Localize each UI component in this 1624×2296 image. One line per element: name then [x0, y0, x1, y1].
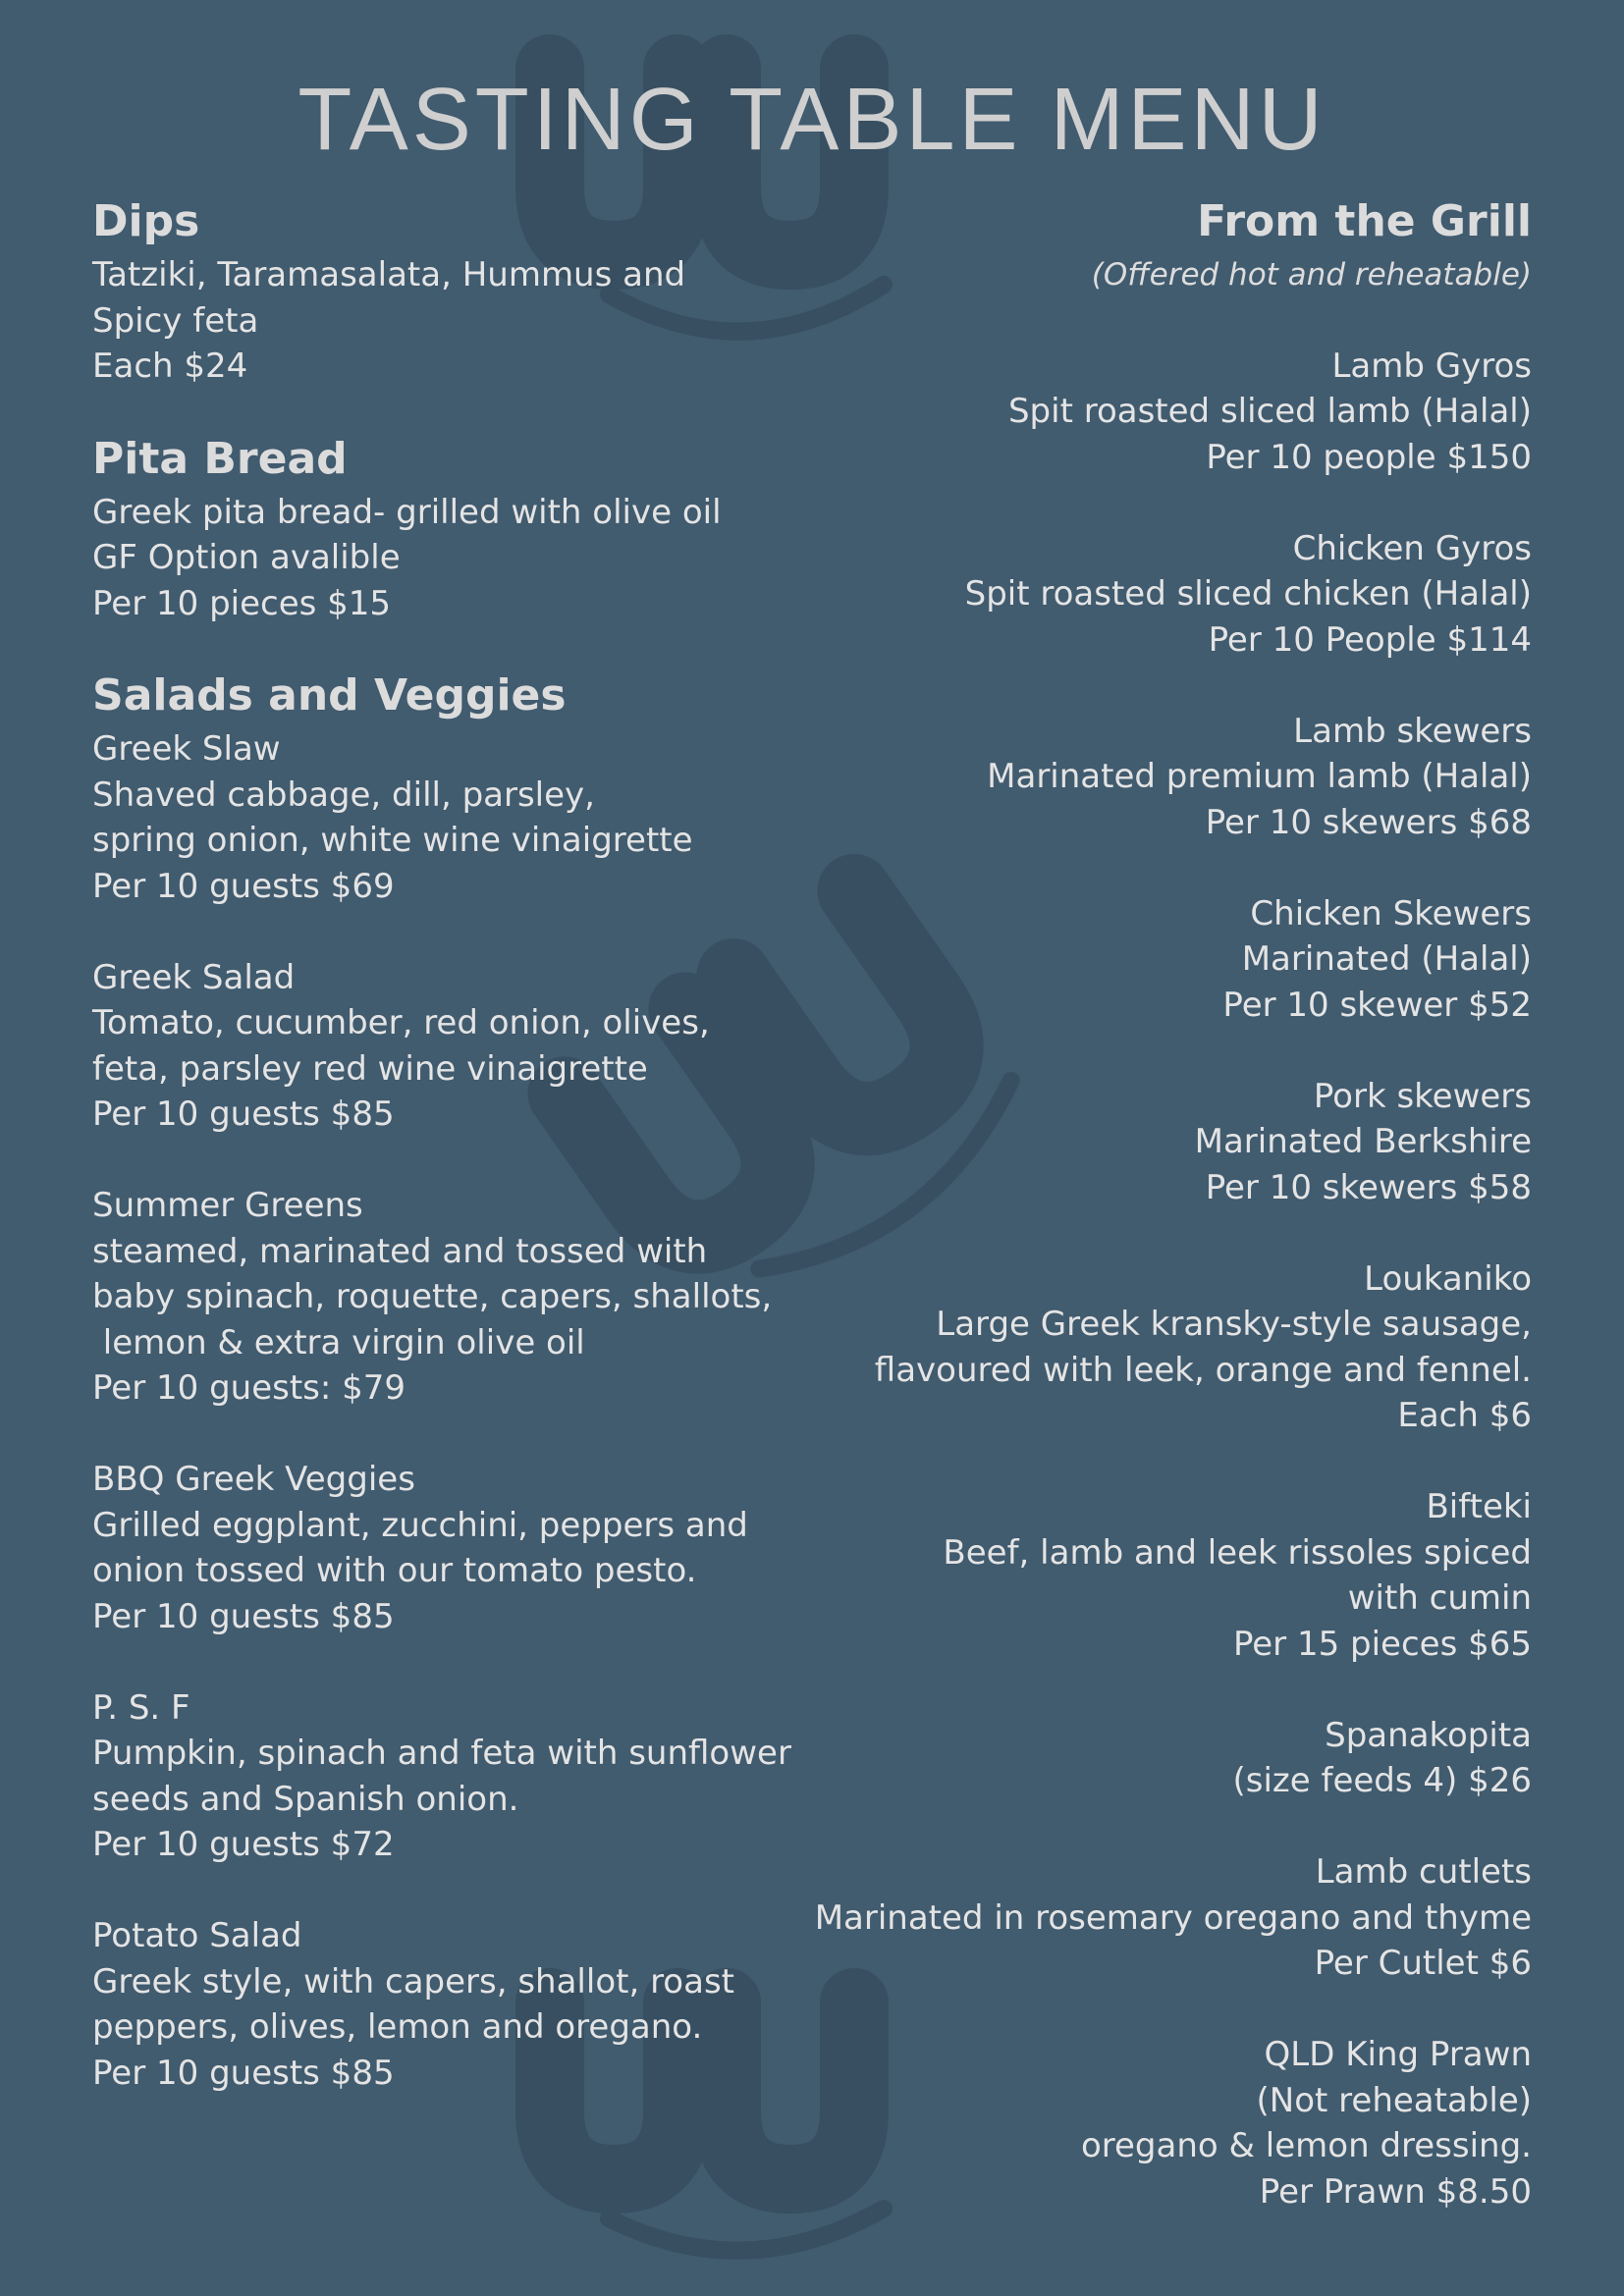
- menu-line: Spicy feta: [92, 300, 259, 341]
- menu-price: Per 10 people $150: [1206, 437, 1532, 477]
- menu-price: Each $24: [92, 347, 248, 386]
- menu-line: Tatziki, Taramasalata, Hummus and: [92, 255, 686, 294]
- menu-line: with cumin: [1347, 1578, 1532, 1618]
- menu-line: Greek pita bread- grilled with olive oil: [92, 492, 722, 532]
- menu-line: Marinated premium lamb (Halal): [987, 757, 1532, 796]
- section-heading: From the Grill: [1197, 196, 1532, 246]
- item-name: Spanakopita: [1325, 1715, 1532, 1755]
- menu-item: [628, 344, 1532, 481]
- menu-title: TASTING TABLE MENU: [298, 71, 1326, 169]
- grill-header: [628, 191, 1532, 297]
- menu-line: GF Option avalible: [92, 538, 401, 577]
- menu-line: Tomato, cucumber, red onion, olives,: [92, 1003, 710, 1042]
- menu-line: oregano & lemon dressing.: [1080, 2126, 1532, 2165]
- menu-item: [628, 1713, 1532, 1804]
- item-name: QLD King Prawn: [1264, 2035, 1532, 2074]
- item-name: Greek Slaw: [92, 729, 281, 769]
- menu-line: baby spinach, roquette, capers, shallots,: [92, 1277, 773, 1316]
- menu-price: Per 15 pieces $65: [1232, 1624, 1532, 1664]
- menu-price: Each $6: [1397, 1396, 1532, 1435]
- menu-item: [628, 1849, 1532, 1987]
- item-name: Pork skewers: [1313, 1076, 1532, 1116]
- menu-line: Greek style, with capers, shallot, roast: [92, 1961, 734, 2002]
- item-name: Bifteki: [1426, 1487, 1532, 1526]
- menu-line: spring onion, white wine vinaigrette: [92, 821, 693, 860]
- item-name: P. S. F: [92, 1687, 190, 1728]
- item-name: Summer Greens: [92, 1186, 363, 1225]
- menu-line: Marinated Berkshire: [1194, 1122, 1532, 1161]
- menu-price: Per 10 guests $85: [92, 2053, 395, 2093]
- menu-price: Per 10 skewers $58: [1205, 1167, 1532, 1207]
- menu-price: Per 10 guests $85: [92, 1095, 395, 1134]
- menu-item: [628, 2032, 1532, 2215]
- item-name: Lamb Gyros: [1331, 346, 1532, 386]
- menu-line: Marinated in rosemary oregano and thyme: [814, 1897, 1532, 1938]
- menu-price: Per 10 guests: $79: [92, 1368, 406, 1408]
- item-name: Potato Salad: [92, 1916, 302, 1955]
- menu-line: steamed, marinated and tossed with: [92, 1231, 708, 1271]
- menu-item: [628, 526, 1532, 664]
- menu-line: (Not reheatable): [1256, 2080, 1532, 2120]
- menu-price: Per 10 guests $85: [92, 1596, 395, 1636]
- menu-line: Shaved cabbage, dill, parsley,: [92, 774, 595, 815]
- item-name: BBQ Greek Veggies: [92, 1460, 415, 1499]
- menu-line: Spit roasted sliced chicken (Halal): [964, 574, 1532, 614]
- menu-item: [628, 709, 1532, 846]
- menu-line: onion tossed with our tomato pesto.: [92, 1551, 697, 1590]
- menu-line: Marinated (Halal): [1241, 939, 1532, 979]
- menu-line: peppers, olives, lemon and oregano.: [92, 2007, 703, 2047]
- item-name: Chicken Skewers: [1250, 893, 1532, 934]
- menu-line: Pumpkin, spinach and feta with sunflower: [92, 1734, 791, 1773]
- menu-price: Per 10 skewers $68: [1205, 802, 1532, 842]
- section-heading: Dips: [92, 196, 200, 246]
- menu-price: Per 10 pieces $15: [92, 583, 392, 623]
- menu-line: Large Greek kransky-style sausage,: [936, 1305, 1532, 1344]
- menu-item: [628, 1074, 1532, 1211]
- section-heading: Salads and Veggies: [92, 670, 567, 721]
- menu-price: Per Cutlet $6: [1314, 1944, 1532, 1983]
- menu-price: Per 10 People $114: [1208, 619, 1532, 660]
- menu-item: [628, 891, 1532, 1029]
- menu-price: (size feeds 4) $26: [1232, 1761, 1532, 1800]
- menu-line: Grilled eggplant, zucchini, peppers and: [92, 1505, 748, 1545]
- menu-price: Per Prawn $8.50: [1259, 2171, 1532, 2212]
- menu-price: Per 10 skewer $52: [1222, 985, 1532, 1025]
- menu-line: feta, parsley red wine vinaigrette: [92, 1048, 648, 1089]
- menu-line: flavoured with leek, orange and fennel.: [874, 1350, 1532, 1390]
- menu-price: Per 10 guests $72: [92, 1825, 395, 1864]
- item-name: Loukaniko: [1364, 1258, 1532, 1299]
- item-name: Lamb skewers: [1293, 711, 1532, 751]
- menu-line: Beef, lamb and leek rissoles spiced: [943, 1532, 1532, 1573]
- right-column: [628, 191, 1532, 2261]
- menu-line: lemon & extra virgin olive oil: [92, 1322, 585, 1362]
- item-name: Lamb cutlets: [1315, 1852, 1532, 1892]
- menu-item: [628, 1484, 1532, 1667]
- menu-line: seeds and Spanish onion.: [92, 1779, 519, 1819]
- menu-item: [628, 1256, 1532, 1439]
- menu-line: Spit roasted sliced lamb (Halal): [1007, 392, 1532, 431]
- item-name: Chicken Gyros: [1292, 528, 1532, 568]
- section-heading: Pita Bread: [92, 433, 348, 484]
- item-name: Greek Salad: [92, 957, 296, 997]
- section-subheading: (Offered hot and reheatable): [1091, 257, 1532, 293]
- menu-price: Per 10 guests $69: [92, 866, 395, 906]
